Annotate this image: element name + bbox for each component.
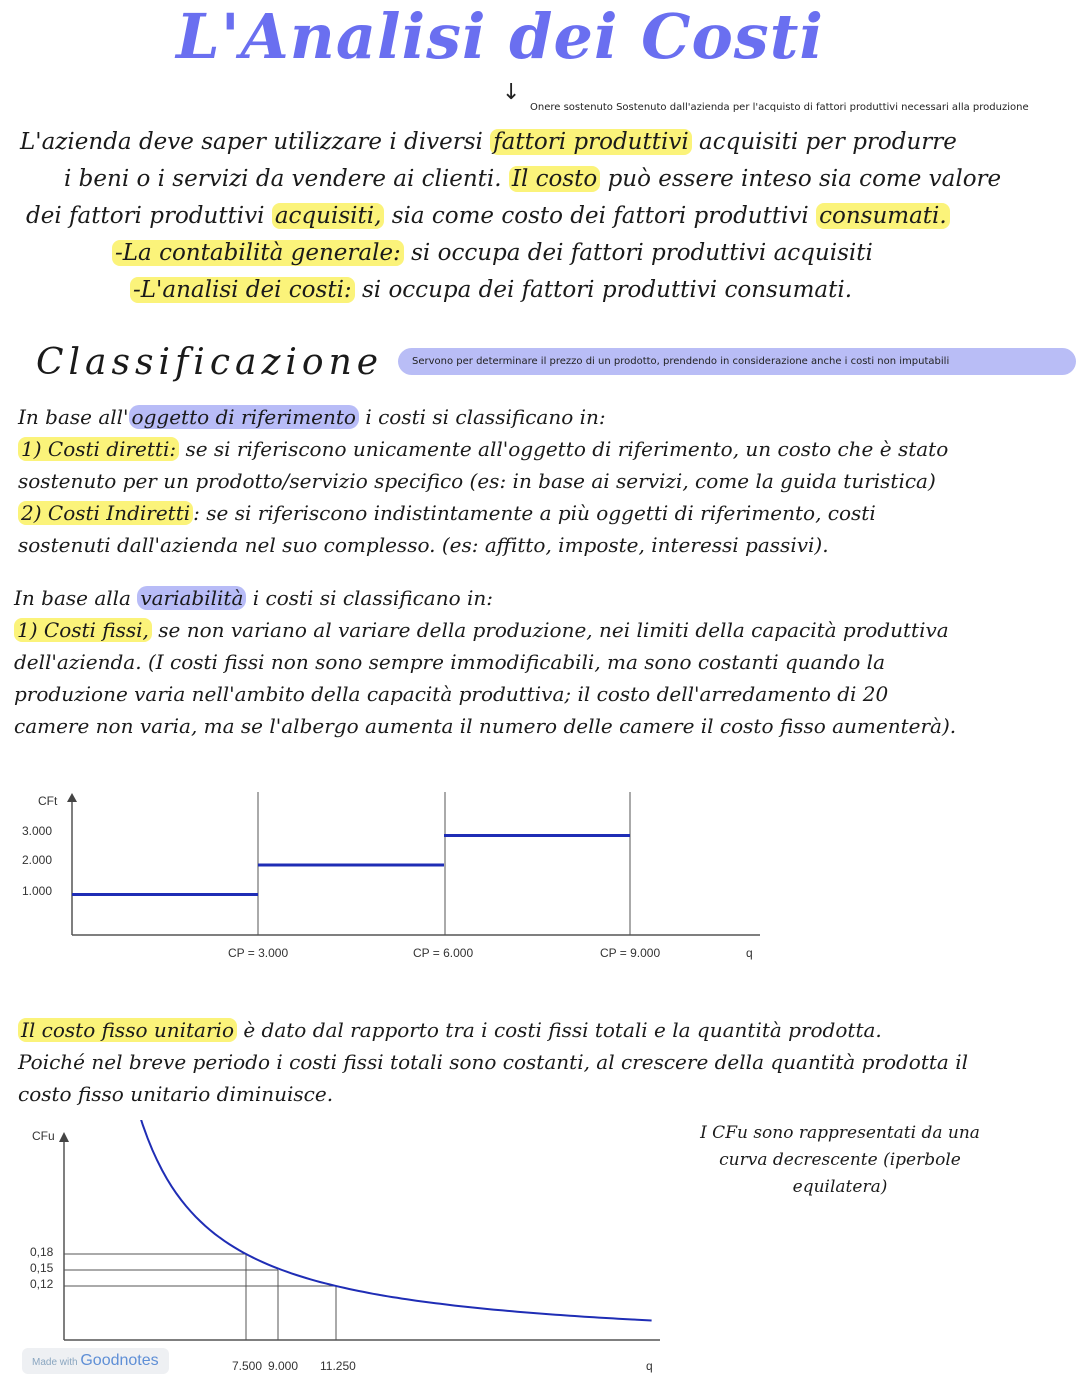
variabilita-section: In base alla variabilità i costi si classificano in: 1) Costi fissi, se non variano al variare della produzione, nei limiti della capacità produttiva dell'azienda. (I costi fissi non sono sempre immodificabili, ma sono costanti quando la produzione varia nell'ambito della capacità produttiva; il costo dell'arredamento di 20 camere non varia, ma se l'albergo aumenta il numero delle camere il costo fisso aumenterà).: [14, 586, 957, 738]
x-tick-label: CP = 6.000: [413, 946, 474, 960]
y-tick-label: 0,12: [30, 1277, 54, 1291]
y-tick-label: 1.000: [22, 884, 53, 898]
x-tick-label: CP = 3.000: [228, 946, 289, 960]
onere-note: Onere sostenuto Sostenuto dall'azienda per l'acquisto di fattori produttivi necessari alla produzione: [530, 102, 1029, 113]
x-axis-label: q: [746, 946, 753, 960]
goodnotes-watermark: Made with Goodnotes: [22, 1348, 169, 1374]
down-arrow-icon: ↓: [502, 80, 521, 105]
y-tick-label: 2.000: [22, 853, 53, 867]
x-tick-label: 9.000: [268, 1359, 299, 1373]
x-axis-label: q: [646, 1359, 653, 1373]
section-heading: Classificazione: [36, 342, 384, 383]
x-tick-label: CP = 9.000: [600, 946, 661, 960]
classificazione-note: Servono per determinare il prezzo di un prodotto, prendendo in considerazione anche i costi non imputabili: [398, 348, 1076, 375]
fixed-cost-chart: [0, 780, 800, 980]
y-tick-label: 3.000: [22, 824, 53, 838]
unit-cost-chart: [0, 1120, 680, 1385]
y-axis-label: CFu: [32, 1129, 55, 1143]
side-note: I CFu sono rappresentati da una curva decrescente (iperbole equilatera): [700, 1123, 980, 1197]
intro-paragraph: L'azienda deve saper utilizzare i diversi fattori produttivi acquisiti per produrre i beni o i servizi da vendere ai clienti. Il costo può essere inteso sia come valore dei fattori produttivi acquisiti, sia come costo dei fattori produttivi consumati. -La contabilità generale: si occupa dei fattori produttivi acquisiti -L'analisi dei costi: si occupa dei fattori produttivi consumati.: [20, 129, 1002, 303]
y-axis-arrow-icon: [59, 1132, 69, 1142]
x-tick-label: 7.500: [232, 1359, 263, 1373]
oggetto-section: In base all' oggetto di riferimento i costi si classificano in: 1) Costi diretti: se si riferiscono unicamente all'oggetto di riferimento, un costo che è stato sostenuto per un prodotto/servizio specifico (es: in base ai servizi, come la guida turistica) 2) Costi Indiretti : se si riferiscono indistintamente a più oggetti di riferimento, costi sostenuti dall'azienda nel suo complesso. (es: affitto, imposte, interessi passivi).: [18, 405, 949, 557]
x-tick-label: 11.250: [320, 1359, 356, 1373]
page-title: L'Analisi dei Costi: [176, 0, 824, 73]
cfu-curve: [133, 1120, 651, 1321]
unitario-section: Il costo fisso unitario è dato dal rapporto tra i costi fissi totali e la quantità prodotta. Poiché nel breve periodo i costi fissi totali sono costanti, al crescere della quantità prodotta il costo fisso unitario diminuisce.: [18, 1018, 968, 1106]
y-tick-label: 0,15: [30, 1261, 54, 1275]
y-axis-label: CFt: [38, 794, 58, 808]
y-tick-label: 0,18: [30, 1245, 54, 1259]
y-axis-arrow-icon: [67, 793, 77, 802]
